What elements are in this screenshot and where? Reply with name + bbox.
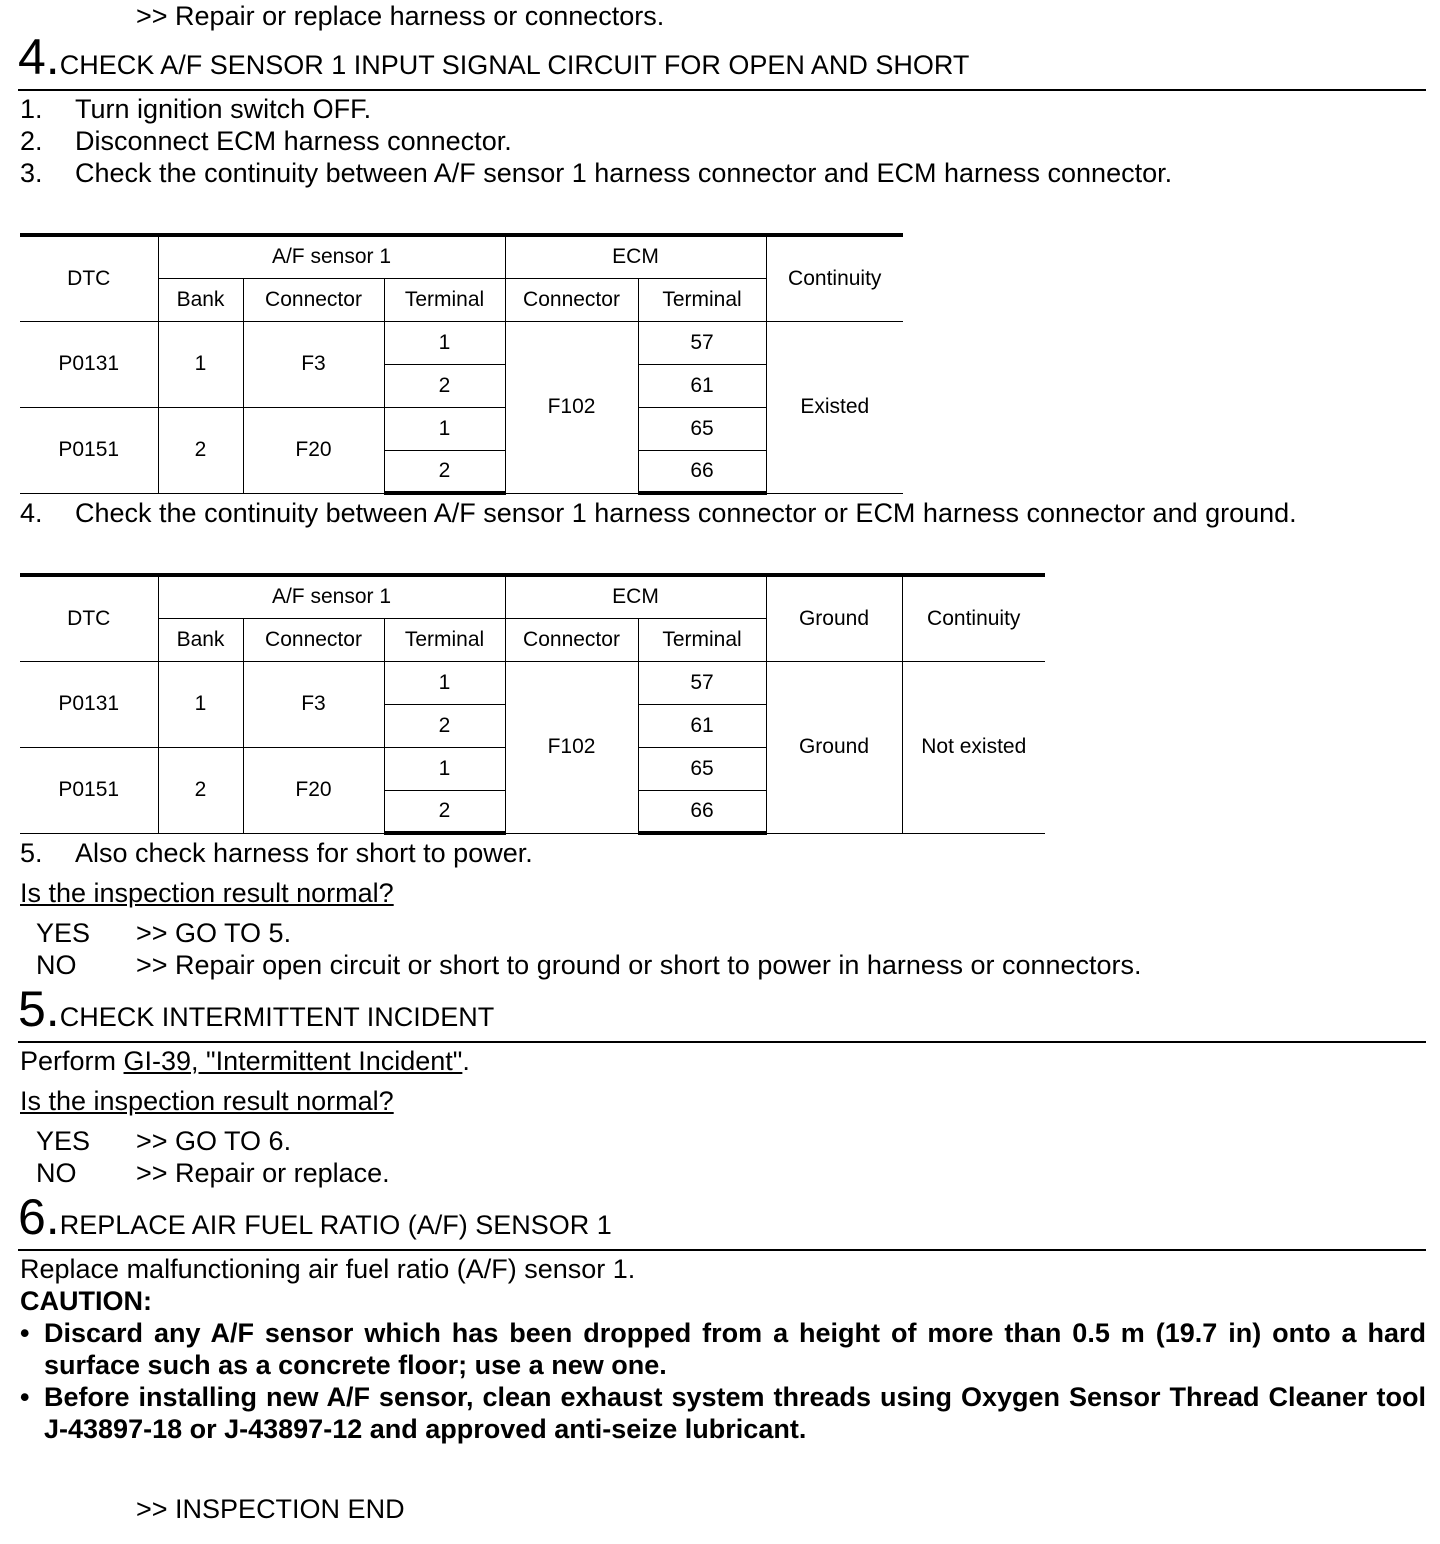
caution-label: CAUTION: xyxy=(20,1286,152,1316)
cell-ecm-terminal: 61 xyxy=(638,704,766,747)
cell-bank: 2 xyxy=(158,407,243,493)
header-bank: Bank xyxy=(158,618,243,661)
caution-bullet-1: • Discard any A/F sensor which has been dropped from a height of more than 0.5 m (19.7 in) onto a hard surface such as a concrete floor; use a new one. xyxy=(20,1318,1426,1380)
caution-bullet-2: • Before installing new A/F sensor, clean exhaust system threads using Oxygen Sensor Thread Cleaner tool J-43897-18 or J-43897-12 and approved anti-seize lubricant. xyxy=(20,1382,1426,1444)
cell-terminal: 1 xyxy=(384,321,505,364)
header-ecm: ECM xyxy=(505,575,766,618)
header-ecm: ECM xyxy=(505,235,766,278)
cell-terminal: 2 xyxy=(384,790,505,833)
header-bank: Bank xyxy=(158,278,243,321)
cell-bank: 1 xyxy=(158,661,243,747)
header-dtc: DTC xyxy=(20,575,158,661)
perform-line: Perform GI-39, "Intermittent Incident". xyxy=(20,1046,470,1076)
header-ecm-terminal: Terminal xyxy=(638,618,766,661)
step-5-yes: YES >> GO TO 6. xyxy=(36,1126,292,1156)
header-ecm-terminal: Terminal xyxy=(638,278,766,321)
step-5-number: 5. xyxy=(18,981,60,1037)
header-dtc: DTC xyxy=(20,235,158,321)
cell-connector: F3 xyxy=(243,661,384,747)
cell-terminal: 1 xyxy=(384,407,505,450)
cell-ecm-terminal: 61 xyxy=(638,364,766,407)
step-4-item-3: 3. Check the continuity between A/F sensor 1 harness connector and ECM harness connector. xyxy=(20,158,1173,188)
step-5-title: CHECK INTERMITTENT INCIDENT xyxy=(59,1002,495,1032)
bullet-icon: • xyxy=(20,1382,30,1412)
cell-ecm-terminal: 66 xyxy=(638,450,766,493)
cell-terminal: 1 xyxy=(384,747,505,790)
step-6-title: REPLACE AIR FUEL RATIO (A/F) SENSOR 1 xyxy=(59,1210,612,1240)
table-row xyxy=(20,661,1045,704)
cell-ecm-connector: F102 xyxy=(505,661,638,833)
cell-bank: 1 xyxy=(158,321,243,407)
cell-ecm-connector: F102 xyxy=(505,321,638,493)
cell-continuity: Not existed xyxy=(902,661,1045,833)
replace-instruction: Replace malfunctioning air fuel ratio (A/F) sensor 1. xyxy=(20,1254,636,1284)
bullet-icon: • xyxy=(20,1318,30,1348)
cell-connector: F20 xyxy=(243,407,384,493)
cell-dtc: P0131 xyxy=(20,661,158,747)
step-4-rule xyxy=(18,89,1426,91)
header-ecm-connector: Connector xyxy=(505,618,638,661)
header-terminal: Terminal xyxy=(384,618,505,661)
header-continuity: Continuity xyxy=(902,575,1045,661)
step-5-heading xyxy=(18,981,495,1037)
cell-ecm-terminal: 57 xyxy=(638,321,766,364)
inspection-end: >> INSPECTION END xyxy=(136,1494,405,1524)
step-4-title: CHECK A/F SENSOR 1 INPUT SIGNAL CIRCUIT FOR OPEN AND SHORT xyxy=(59,50,970,80)
cell-terminal: 2 xyxy=(384,364,505,407)
step-5-rule xyxy=(18,1041,1426,1043)
header-connector: Connector xyxy=(243,618,384,661)
continuity-table-ground xyxy=(20,573,1045,835)
step-6-rule xyxy=(18,1249,1426,1251)
step-4-yes: YES >> GO TO 5. xyxy=(36,918,292,948)
step-4-question: Is the inspection result normal? xyxy=(20,878,394,908)
cell-dtc: P0131 xyxy=(20,321,158,407)
cell-bank: 2 xyxy=(158,747,243,833)
header-af-sensor: A/F sensor 1 xyxy=(158,575,505,618)
step-6-number: 6. xyxy=(18,1189,60,1245)
continuity-table-harness xyxy=(20,233,903,495)
reference-link[interactable]: GI-39, "Intermittent Incident" xyxy=(123,1046,463,1076)
cell-continuity: Existed xyxy=(766,321,903,493)
cell-ecm-terminal: 65 xyxy=(638,407,766,450)
cell-terminal: 2 xyxy=(384,704,505,747)
step-5-question: Is the inspection result normal? xyxy=(20,1086,394,1116)
cell-terminal: 2 xyxy=(384,450,505,493)
cell-ground: Ground xyxy=(766,661,902,833)
header-ground: Ground xyxy=(766,575,902,661)
header-continuity: Continuity xyxy=(766,235,903,321)
header-connector: Connector xyxy=(243,278,384,321)
table-row xyxy=(20,321,903,364)
header-ecm-connector: Connector xyxy=(505,278,638,321)
cell-connector: F3 xyxy=(243,321,384,407)
cell-connector: F20 xyxy=(243,747,384,833)
step-4-item-2: 2. Disconnect ECM harness connector. xyxy=(20,126,512,156)
cell-ecm-terminal: 65 xyxy=(638,747,766,790)
step-4-item-4: 4. Check the continuity between A/F sensor 1 harness connector or ECM harness connector and ground. xyxy=(20,498,1297,528)
step-6-heading xyxy=(18,1189,612,1245)
cell-terminal: 1 xyxy=(384,661,505,704)
cell-ecm-terminal: 66 xyxy=(638,790,766,833)
cell-dtc: P0151 xyxy=(20,747,158,833)
header-terminal: Terminal xyxy=(384,278,505,321)
cell-ecm-terminal: 57 xyxy=(638,661,766,704)
step-4-number: 4. xyxy=(18,29,60,85)
cell-dtc: P0151 xyxy=(20,407,158,493)
header-af-sensor: A/F sensor 1 xyxy=(158,235,505,278)
step-5-no: NO >> Repair or replace. xyxy=(36,1158,390,1188)
step-4-item-5: 5. Also check harness for short to power. xyxy=(20,838,533,868)
step-4-no: NO >> Repair open circuit or short to ground or short to power in harness or connectors. xyxy=(36,950,1142,980)
step-4-item-1: 1. Turn ignition switch OFF. xyxy=(20,94,372,124)
repair-instruction-top: >> Repair or replace harness or connectors. xyxy=(136,1,665,31)
step-4-heading xyxy=(18,29,970,85)
